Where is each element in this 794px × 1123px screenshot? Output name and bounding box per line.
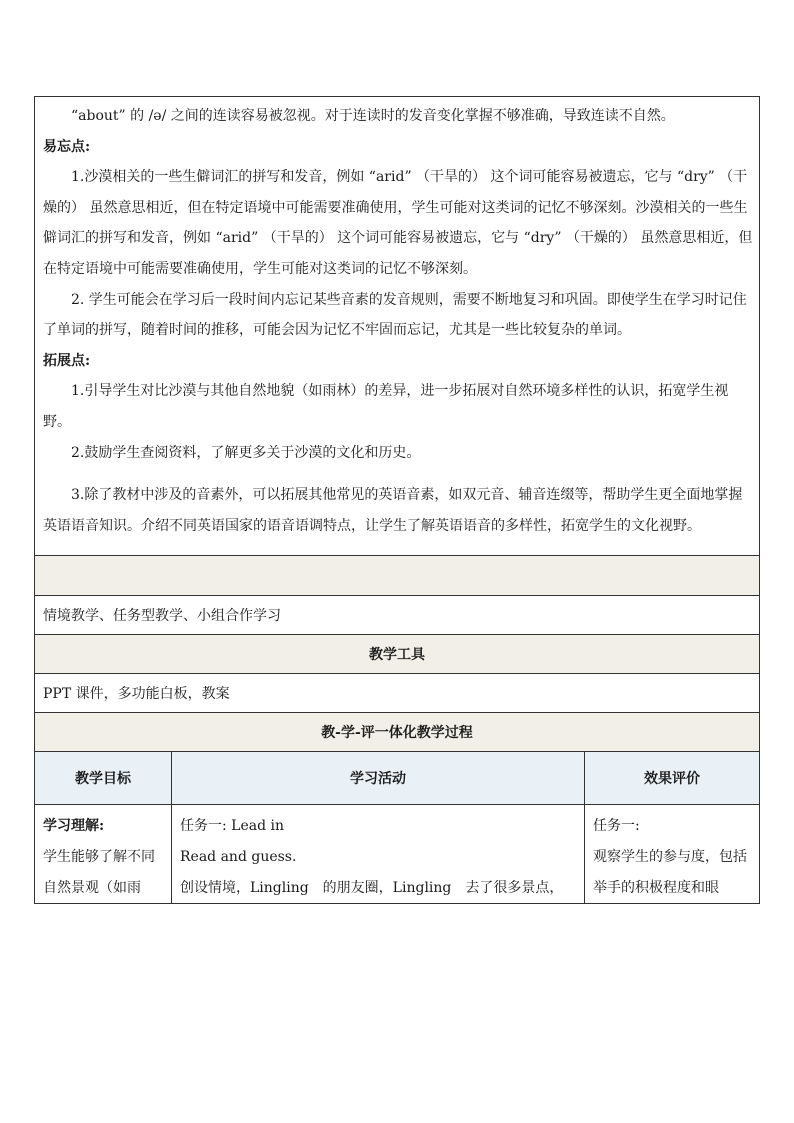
activity-line-3: 创设情境，Lingling 的朋友圈，Lingling 去了很多景点， [180, 880, 564, 897]
eval-line-1: 任务一: [593, 818, 640, 835]
lesson-plan-table [34, 96, 760, 904]
liaison-note: “about” 的 /ə/ 之间的连读容易被忽视。对于连读时的发音变化掌握不够准确，导致连读不自然。 [71, 108, 675, 124]
activity-cell [172, 805, 585, 903]
forget-item-2: 2. 学生可能会在学习后一段时间内忘记某些音素的发音规则，需要不断地复习和巩固。即使学生在学习时记住了单词的拼写，随着时间的推移，可能会因为记忆不牢固而忘记，尤其是一些比较复杂的单词。 [43, 291, 747, 339]
forget-heading: 易忘点: [43, 138, 91, 155]
forget-item-1: 1.沙漠相关的一些生僻词汇的拼写和发音，例如 “arid” （干旱的） 这个词可能容易被遗忘，它与 “dry” （干燥的） 虽然意思相近，但在特定语境中可能需要准确使用，学生可能对这类词的记忆不够深刻。沙漠相关的一些生僻词汇的拼写和发音，例如 “arid” （干旱的） 这个词可能容易被遗忘，它与 “dry” （干燥的） 虽然意思相近，但在特定语境中可能需要准确使用，学生可能对这类词的记忆不够深刻。 [43, 169, 753, 277]
header-activity: 学习活动 [172, 752, 585, 804]
goal-text: 学生能够了解不同自然景观（如雨 [43, 849, 155, 897]
teaching-methods: 情境教学、任务型教学、小组合作学习 [35, 596, 759, 635]
extend-item-1: 1.引导学生对比沙漠与其他自然地貌（如雨林）的差异，进一步拓展对自然环境多样性的认识，拓宽学生视野。 [43, 383, 729, 430]
process-title: 教-学-评一体化教学过程 [35, 713, 759, 752]
extend-item-3: 3.除了教材中涉及的音素外，可以拓展其他常见的英语音素，如双元音、辅音连缀等，帮助学生更全面地掌握英语语音知识。介绍不同英语国家的语音语调特点，让学生了解英语语音的多样性，拓宽学生的文化视野。 [43, 487, 743, 534]
blank-section-header [35, 556, 759, 596]
eval-line-2: 观察学生的参与度，包括举手的积极程度和眼 [593, 849, 747, 897]
process-table-header [35, 752, 759, 805]
activity-line-1: 任务一: Lead in [180, 818, 285, 835]
process-table-row [35, 805, 759, 903]
header-evaluation: 效果评价 [585, 752, 759, 804]
header-goal: 教学目标 [35, 752, 172, 804]
evaluation-cell [585, 805, 759, 903]
goal-heading: 学习理解: [43, 818, 105, 835]
goal-cell [35, 805, 172, 903]
difficulty-notes-cell [35, 97, 759, 556]
teaching-tools: PPT 课件，多功能白板，教案 [35, 674, 759, 713]
activity-line-2: Read and guess. [180, 849, 297, 866]
extend-item-2: 2.鼓励学生查阅资料，了解更多关于沙漠的文化和历史。 [71, 444, 421, 461]
extend-heading: 拓展点: [43, 352, 91, 369]
tools-title: 教学工具 [35, 635, 759, 674]
